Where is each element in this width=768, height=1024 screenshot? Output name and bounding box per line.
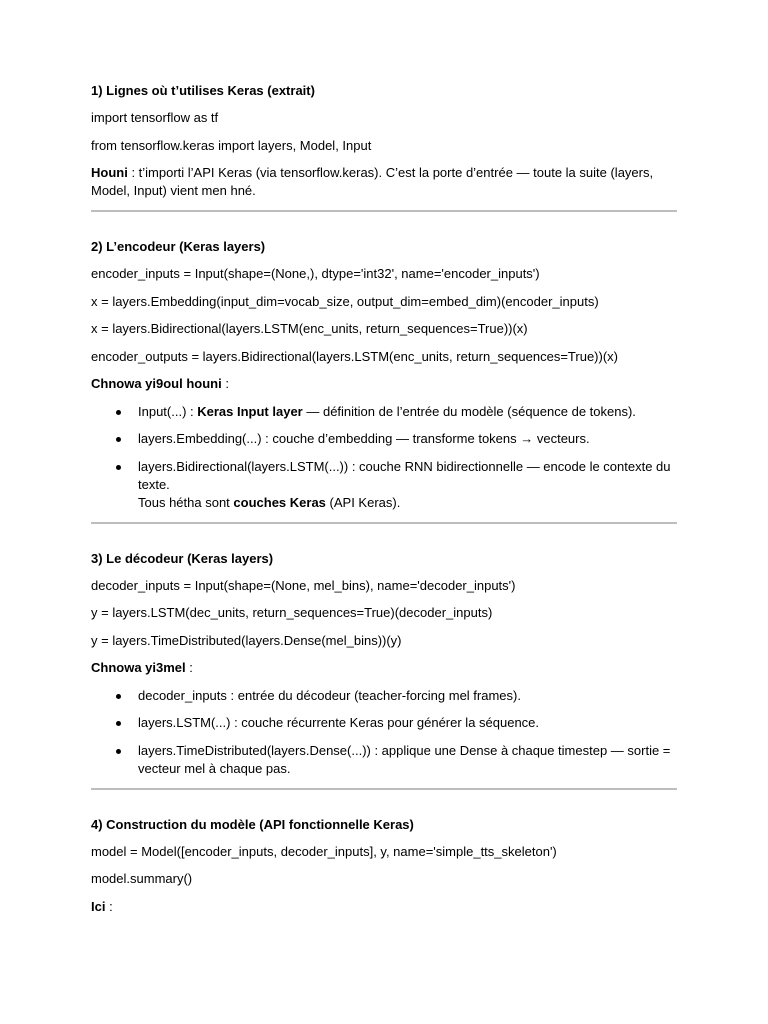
label-suffix: :: [105, 898, 113, 914]
code-line: model = Model([encoder_inputs, decoder_inputs], y, name='simple_tts_skeleton'): [91, 843, 557, 859]
bullet-text: layers.Embedding(...) : couche d’embedding — transforme tokens → vecteurs.: [138, 431, 590, 446]
label-suffix: :: [221, 376, 229, 391]
code-line: model.summary(): [91, 871, 193, 886]
list-item: [91, 742, 677, 778]
explanation-label-line: [91, 898, 677, 916]
section-heading: 2) L’encodeur (Keras layers): [91, 239, 266, 254]
bullet-dot-icon: [116, 694, 121, 699]
section-keras-imports: [91, 82, 677, 200]
label-suffix: :: [185, 660, 193, 675]
explanation-label: Houni: [91, 165, 128, 180]
section-model-construction: [91, 816, 677, 916]
explanation-text: : t’importi l’API Keras (via tensorflow.keras). C’est la porte d’entrée — toute la suite (layers, Model, Input) vient men hné.: [91, 165, 654, 198]
bullet-text: decoder_inputs : entrée du décodeur (teacher-forcing mel frames).: [138, 687, 521, 703]
code-line: import tensorflow as tf: [91, 110, 219, 125]
list-item: [91, 430, 677, 448]
bullet-text: — définition de l’entrée du modèle (séquence de tokens).: [302, 403, 636, 419]
bullet-text: Tous hétha sont: [138, 494, 234, 510]
bullet-list: [91, 403, 677, 512]
bullet-text: layers.LSTM(...) : couche récurrente Keras pour générer la séquence.: [138, 715, 540, 730]
code-line: x = layers.Embedding(input_dim=vocab_size, output_dim=embed_dim)(encoder_inputs): [91, 293, 599, 309]
bullet-text: layers.Bidirectional(layers.LSTM(...)) : couche RNN bidirectionnelle — encode le contexte du texte.: [138, 458, 671, 492]
section-divider: [91, 210, 677, 212]
bullet-bold-text: Keras Input layer: [197, 403, 303, 419]
code-line: encoder_inputs = Input(shape=(None,), dtype='int32', name='encoder_inputs'): [91, 266, 540, 281]
code-line: y = layers.TimeDistributed(layers.Dense(mel_bins))(y): [91, 632, 402, 648]
list-item: [91, 458, 677, 512]
explanation-label: Chnowa yi3mel: [91, 660, 186, 675]
bullet-text: layers.TimeDistributed(layers.Dense(...)) : applique une Dense à chaque timestep — sortie = vecteur mel à chaque pas.: [138, 742, 671, 776]
section-divider: [91, 788, 677, 790]
code-line: decoder_inputs = Input(shape=(None, mel_bins), name='decoder_inputs'): [91, 577, 516, 593]
code-line: x = layers.Bidirectional(layers.LSTM(enc_units, return_sequences=True))(x): [91, 321, 528, 336]
bullet-dot-icon: [116, 749, 121, 754]
bullet-dot-icon: [116, 721, 121, 726]
code-line: encoder_outputs = layers.Bidirectional(layers.LSTM(enc_units, return_sequences=True))(x): [91, 348, 618, 364]
section-heading: 3) Le décodeur (Keras layers): [91, 550, 274, 566]
explanation-paragraph: [91, 164, 677, 200]
list-item: [91, 687, 677, 705]
explanation-label: Chnowa yi9oul houni: [91, 376, 222, 391]
bullet-text: (API Keras).: [325, 494, 401, 510]
bullet-dot-icon: [116, 410, 121, 415]
bullet-dot-icon: [116, 465, 121, 470]
section-heading: 4) Construction du modèle (API fonctionnelle Keras): [91, 816, 414, 832]
bullet-dot-icon: [116, 437, 121, 442]
code-line: y = layers.LSTM(dec_units, return_sequences=True)(decoder_inputs): [91, 605, 493, 620]
explanation-label-line: [91, 375, 677, 393]
section-heading: 1) Lignes où t’utilises Keras (extrait): [91, 83, 315, 98]
document-page: [91, 82, 677, 925]
bullet-bold-text: couches Keras: [233, 494, 326, 510]
list-item: [91, 403, 677, 421]
section-encoder: [91, 238, 677, 512]
bullet-list: [91, 687, 677, 778]
list-item: [91, 714, 677, 732]
bullet-text: Input(...) :: [138, 403, 198, 419]
explanation-label: Ici: [91, 898, 106, 914]
section-decoder: [91, 550, 677, 778]
explanation-label-line: [91, 659, 677, 677]
code-line: from tensorflow.keras import layers, Model, Input: [91, 137, 372, 153]
section-divider: [91, 522, 677, 524]
